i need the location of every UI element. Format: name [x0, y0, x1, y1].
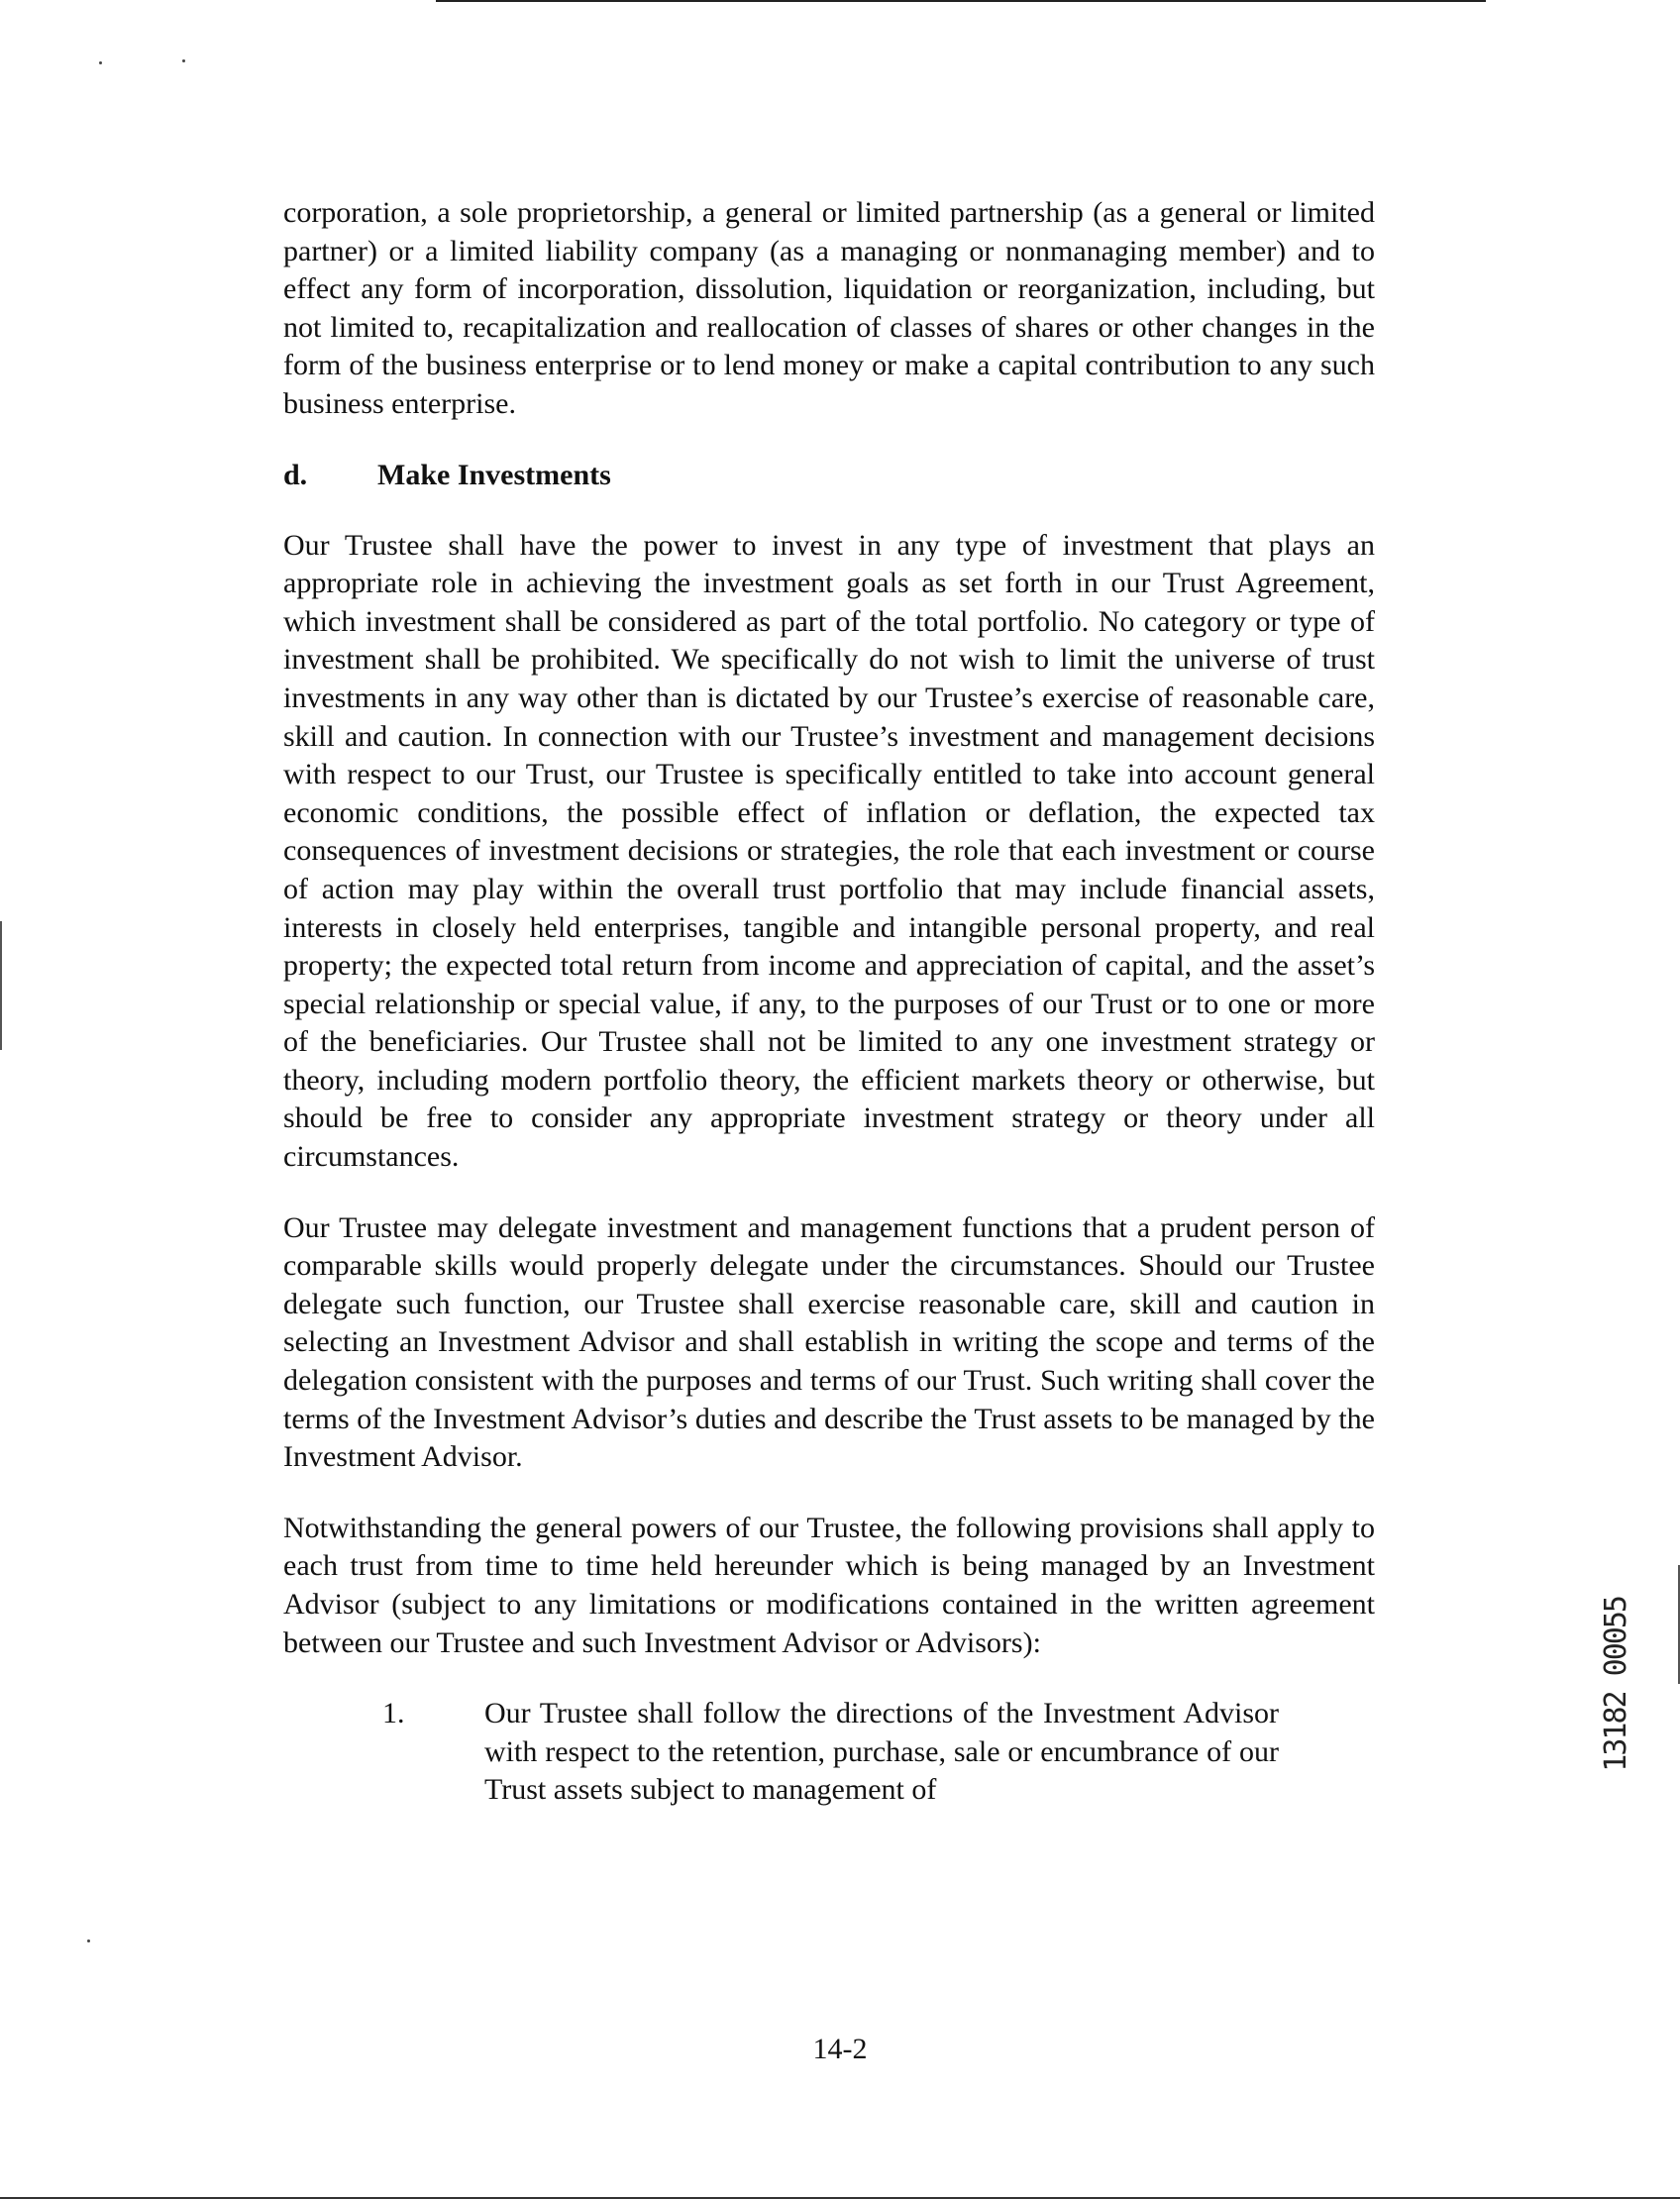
advisor-provisions-paragraph: Notwithstanding the general powers of our Trustee, the following provisions shall apply to each trust from time to time held hereunder which is being managed by an Investment Advisor (subject to any limitations or modifications contained in the written agreement between our Trustee and such Investment Advisor or Advisors): [283, 1511, 1375, 1659]
item-text: Our Trustee shall follow the directions of the Investment Advisor with respect to the retention, purchase, sale or encumbrance of our Trust assets subject to management of [484, 1697, 1279, 1807]
bates-stamp: 13182 00055 [1599, 1597, 1633, 1772]
item-number: 1. [382, 1697, 405, 1730]
scan-speck [87, 1939, 90, 1942]
document-body [283, 194, 1375, 1810]
numbered-item [382, 1695, 1279, 1810]
scan-speck [99, 61, 102, 64]
top-scan-rule [436, 0, 1486, 2]
investment-powers-paragraph: Our Trustee shall have the power to invest in any type of investment that plays an appropriate role in achieving the investment goals as set forth in our Trust Agreement, which investment shall be considered as part of the total portfolio. No category or type of investment shall be prohibited. We specifically do not wish to limit the universe of trust investments in any way other than is dictated by our Trustee’s exercise of reasonable care, skill and caution. In connection with our Trustee’s investment and management decisions with respect to our Trust, our Trustee is specifically entitled to take into account general economic conditions, the possible effect of inflation or deflation, the expected tax consequences of investment decisions or strategies, the role that each investment or course of action may play within the overall trust portfolio that may include financial assets, interests in closely held enterprises, tangible and intangible personal property, and real property; the expected total return from income and appreciation of capital, and the asset’s special relationship or special value, if any, to the purposes of our Trust or to one or more of the beneficiaries. Our Trustee shall not be limited to any one investment strategy or theory, including modern portfolio theory, the efficient markets theory or otherwise, but should be free to consider any appropriate investment strategy or theory under all circumstances. [283, 528, 1375, 1174]
section-heading [283, 457, 1375, 494]
section-letter: d. [283, 458, 308, 491]
section-title: Make Investments [377, 458, 611, 491]
intro-paragraph: corporation, a sole proprietorship, a general or limited partnership (as a general or limited partner) or a limited liability company (as a managing or nonmanaging member) and to effect any form of incorporation, dissolution, liquidation or reorganization, including, but not limited to, recapitalization and reallocation of classes of shares or other changes in the form of the business enterprise or to lend money or make a capital contribution to any such business enterprise. [283, 196, 1375, 420]
scan-speck [182, 59, 185, 62]
page-number: 14-2 [812, 2033, 868, 2065]
left-scan-edge [0, 921, 2, 1050]
delegation-paragraph: Our Trustee may delegate investment and management functions that a prudent person of comparable skills would properly delegate under the circumstances. Should our Trustee delegate such function, our Trustee shall exercise reasonable care, skill and caution in selecting an Investment Advisor and shall establish in writing the scope and terms of the delegation consistent with the purposes and terms of our Trust. Such writing shall cover the terms of the Investment Advisor’s duties and describe the Trust assets to be managed by the Investment Advisor. [283, 1210, 1375, 1474]
